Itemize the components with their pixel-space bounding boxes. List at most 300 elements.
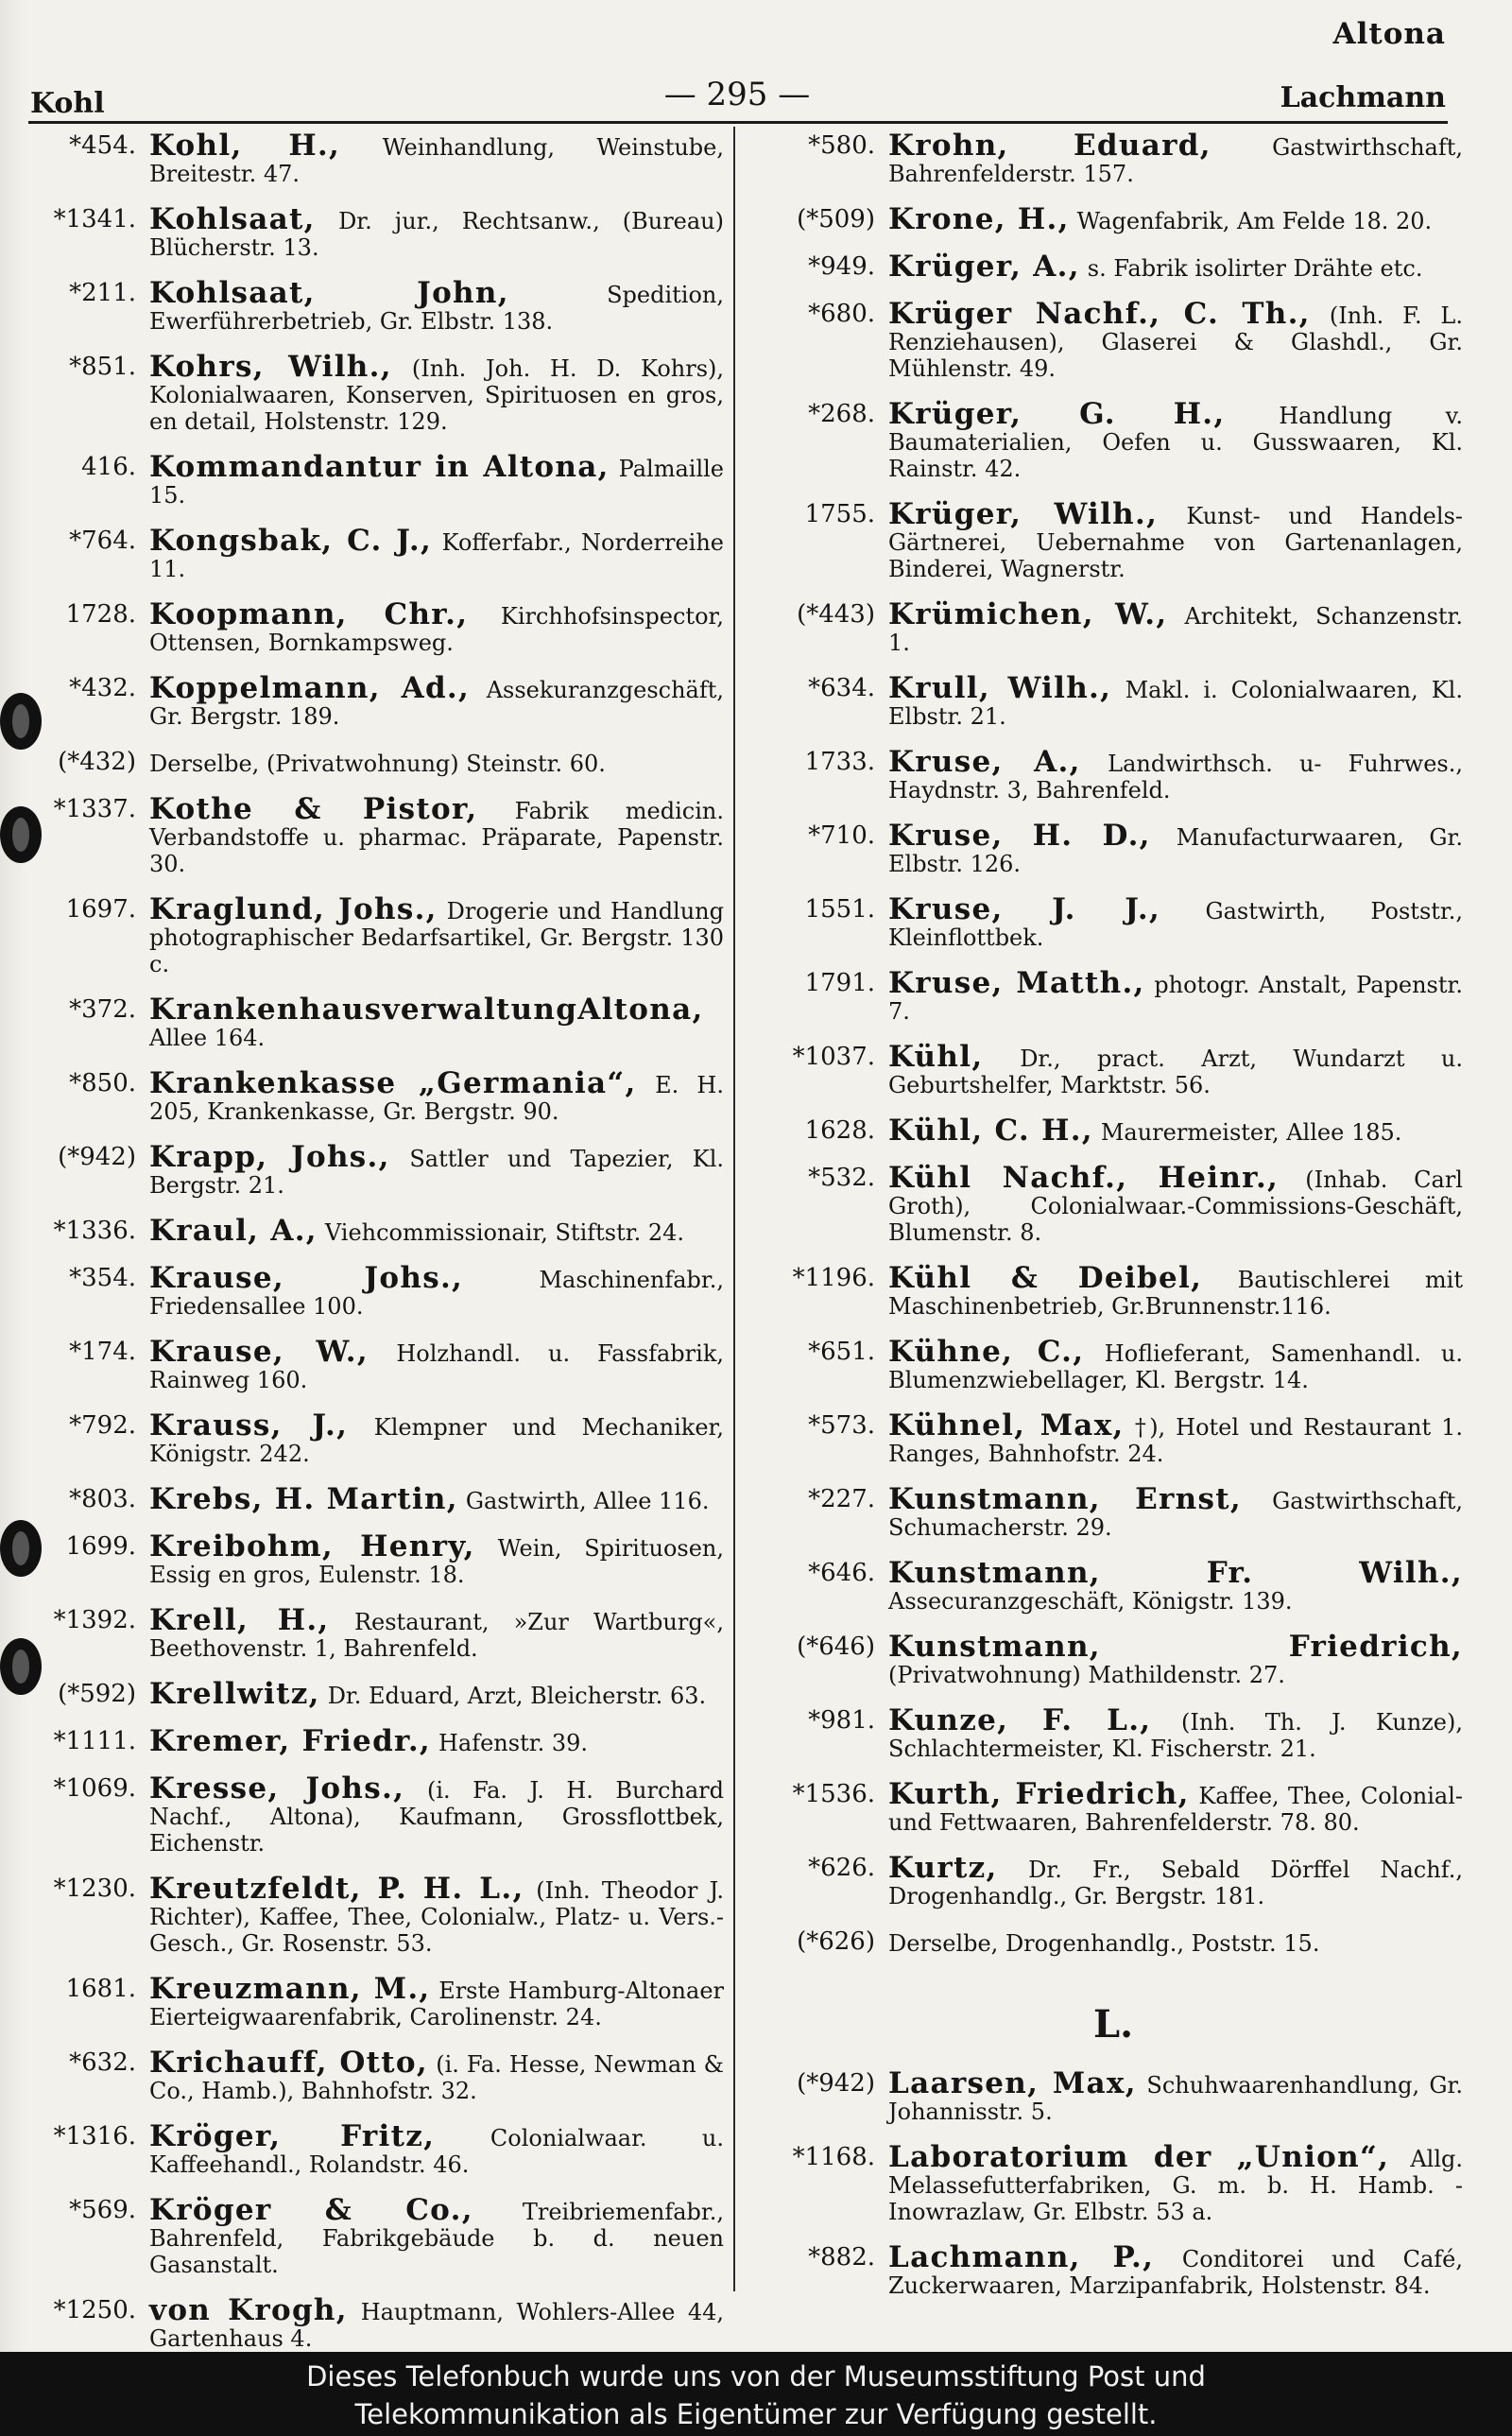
directory-entry — [25, 671, 725, 730]
entry-text — [149, 1724, 724, 1758]
directory-entry — [25, 2119, 724, 2178]
directory-entry — [25, 2046, 725, 2104]
directory-entry — [764, 2140, 1463, 2225]
footer-line-1: Dieses Telefonbuch wurde uns von der Museumsstiftung Post und — [306, 2360, 1206, 2393]
subscriber-details: Palmaille 15. — [149, 456, 725, 509]
phone-number: *1250. — [53, 2296, 136, 2324]
subscriber-details: Restaurant, »Zur Wartburg«, Beethovenstr. 1, Bahrenfeld. — [149, 1609, 724, 1662]
phone-number: (*942) — [58, 1143, 136, 1171]
entry-text — [149, 597, 724, 656]
subscriber-details: Wagenfabrik, Am Felde 18. 20. — [1076, 208, 1433, 234]
phone-number: 1755. — [804, 500, 875, 528]
entry-text — [149, 2193, 725, 2278]
directory-entry — [764, 129, 1464, 187]
subscriber-name: Kühnel, Max, — [888, 1408, 1125, 1443]
directory-entry — [25, 276, 725, 335]
directory-entry — [25, 450, 725, 509]
subscriber-details: E. H. 205, Krankenkasse, Gr. Bergstr. 90. — [149, 1072, 724, 1125]
running-head-right: Lachmann — [1280, 81, 1446, 114]
subscriber-details: Kunst- und Handels-Gärtnerei, Uebernahme von Gartenanlagen, Binderei, Wagnerstr. — [888, 503, 1463, 582]
subscriber-details: Dr. Fr., Sebald Dörffel Nachf., Drogenhandlg., Gr. Bergstr. 181. — [888, 1857, 1463, 1909]
phone-number: *710. — [808, 821, 875, 850]
right-column-l-entries — [764, 2066, 1464, 2299]
subscriber-name: Kraglund, Johs., — [149, 892, 438, 926]
directory-entry — [25, 1972, 724, 2030]
subscriber-details: Dr. jur., Rechtsanw., (Bureau) Blücherstr. 13. — [149, 208, 724, 261]
subscriber-name: Kröger, Fritz, — [149, 2119, 436, 2153]
subscriber-name: Kohl, H., — [149, 129, 341, 163]
phone-number: *634. — [808, 674, 875, 702]
subscriber-details: Spedition, Ewerführerbetrieb, Gr. Elbstr. 138. — [149, 282, 725, 335]
running-head-left: Kohl — [30, 87, 105, 120]
subscriber-name: Krankenkasse „Germania“, — [149, 1066, 637, 1100]
phone-number: (*443) — [797, 600, 875, 629]
subscriber-details: Assekuranzgeschäft, Gr. Bergstr. 189. — [149, 677, 725, 730]
entry-text — [149, 1771, 724, 1857]
subscriber-name: Kothe & Pistor, — [149, 792, 478, 826]
subscriber-details: (Inh. F. L. Renziehausen), Glaserei & Glashdl., Gr. Mühlenstr. 49. — [888, 302, 1463, 382]
subscriber-details: Drogerie und Handlung photographischer Bedarfsartikel, Gr. Bergstr. 130 c. — [149, 898, 725, 977]
subscriber-details: (i. Fa. J. H. Burchard Nachf., Altona), Kaufmann, Grossflottbek, Eichenstr. — [149, 1777, 724, 1857]
entry-text — [888, 1161, 1463, 1246]
subscriber-details: Hafenstr. 39. — [438, 1730, 588, 1756]
phone-number: *1316. — [53, 2122, 136, 2151]
subscriber-name: Kreutzfeldt, P. H. L., — [149, 1872, 524, 1906]
section-letter: L. — [1092, 2002, 1134, 2047]
directory-entry — [25, 350, 725, 435]
directory-entry — [764, 1040, 1463, 1098]
subscriber-details: (Inhab. Carl Groth), Colonialwaar.-Commissions-Geschäft, Blumenstr. 8. — [888, 1166, 1463, 1246]
directory-entry — [764, 1335, 1463, 1393]
directory-entry — [764, 1851, 1463, 1909]
subscriber-details: Architekt, Schanzenstr. 1. — [888, 603, 1463, 656]
subscriber-name: Kohrs, Wilh., — [149, 350, 392, 384]
entry-text — [888, 1040, 1463, 1098]
entry-text — [149, 1261, 724, 1320]
entry-text — [888, 1928, 1463, 1957]
entry-text — [888, 671, 1463, 730]
directory-entry — [25, 1724, 724, 1758]
subscriber-details: Assecuranzgeschäft, Königstr. 139. — [888, 1588, 1293, 1615]
subscriber-details: Maurermeister, Allee 185. — [1100, 1119, 1402, 1146]
directory-entry — [25, 2293, 724, 2352]
subscriber-details: (Inh. Joh. H. D. Kohrs), Kolonialwaaren, Konserven, Spirituosen en gros, en detail, Holstenstr. 129. — [149, 355, 725, 435]
phone-number: *792. — [69, 1411, 136, 1440]
place-heading: Altona — [1332, 17, 1446, 51]
subscriber-details: (Inh. Theodor J. Richter), Kaffee, Thee, Colonialw., Platz- u. Vers.-Gesch., Gr. Rosenstr. 53. — [149, 1877, 725, 1957]
subscriber-name: Kremer, Friedr., — [149, 1724, 432, 1758]
subscriber-name: Krause, W., — [149, 1335, 369, 1369]
subscriber-name: Kreibohm, Henry, — [149, 1529, 475, 1564]
entry-text — [149, 892, 725, 977]
subscriber-details: Hauptmann, Wohlers-Allee 44, Gartenhaus 4. — [149, 2299, 724, 2352]
subscriber-name: Kommandantur in Altona, — [149, 450, 610, 484]
subscriber-name: Koppelmann, Ad., — [149, 671, 471, 705]
subscriber-name: Kunstmann, Fr. Wilh., — [888, 1556, 1463, 1590]
entry-text — [888, 129, 1464, 187]
entry-text — [888, 1408, 1463, 1467]
entry-text — [888, 397, 1464, 482]
phone-number: *850. — [69, 1069, 136, 1097]
subscriber-name: Koopmann, Chr., — [149, 597, 469, 631]
entry-text — [149, 671, 725, 730]
subscriber-name: Kühl Nachf., Heinr., — [888, 1161, 1280, 1195]
phone-number: 1681. — [65, 1975, 136, 2003]
subscriber-details: Schuhwaarenhandlung, Gr. Johannisstr. 5. — [888, 2072, 1463, 2125]
directory-entry — [25, 892, 725, 977]
phone-number: (*626) — [797, 1927, 875, 1956]
entry-text — [888, 892, 1464, 951]
subscriber-details: Erste Hamburg-Altonaer Eierteigwaarenfabrik, Carolinenstr. 24. — [149, 1978, 724, 2030]
subscriber-name: Kühl, C. H., — [888, 1114, 1093, 1148]
subscriber-details: Dr. Eduard, Arzt, Bleicherstr. 63. — [327, 1683, 707, 1709]
subscriber-details: Handlung v. Baumaterialien, Oefen u. Gusswaaren, Kl. Rainstr. 42. — [888, 403, 1464, 482]
phone-number: *227. — [808, 1485, 875, 1513]
directory-entry — [25, 749, 724, 777]
column-divider — [733, 127, 735, 2291]
subscriber-details: (Privatwohnung) Mathildenstr. 27. — [888, 1662, 1285, 1688]
directory-entry — [764, 892, 1464, 951]
phone-number: *949. — [808, 252, 875, 281]
subscriber-name: Kohlsaat, John, — [149, 276, 509, 310]
subscriber-name: Kruse, Matth., — [888, 966, 1145, 1000]
subscriber-details: Landwirthsch. u- Fuhrwes., Haydnstr. 3, Bahrenfeld. — [888, 751, 1463, 803]
directory-entry — [764, 1777, 1463, 1836]
phone-number: *1536. — [792, 1780, 875, 1808]
phone-number: 1699. — [65, 1532, 136, 1561]
entry-text — [149, 1872, 725, 1957]
subscriber-name: Krapp, Johs., — [149, 1140, 390, 1174]
phone-number: 1733. — [804, 748, 875, 776]
phone-number: *532. — [808, 1164, 875, 1192]
phone-number: *1392. — [53, 1606, 136, 1634]
subscriber-details: Derselbe, Drogenhandlg., Poststr. 15. — [888, 1930, 1320, 1957]
phone-number: *454. — [69, 131, 136, 160]
entry-text — [149, 450, 725, 509]
entry-text — [149, 202, 724, 261]
entry-text — [149, 1529, 724, 1588]
entry-text — [149, 2046, 725, 2104]
subscriber-details: Maschinenfabr., Friedensallee 100. — [149, 1267, 724, 1320]
subscriber-name: Kurtz, — [888, 1851, 998, 1885]
subscriber-name: Krüger, Wilh., — [888, 497, 1159, 531]
entry-text — [888, 1851, 1463, 1909]
entry-text — [149, 1603, 724, 1662]
entry-text — [888, 202, 1463, 236]
subscriber-name: Kruse, H. D., — [888, 819, 1151, 853]
subscriber-name: Krone, H., — [888, 202, 1070, 236]
subscriber-details: Makl. i. Colonialwaaren, Kl. Elbstr. 21. — [888, 677, 1463, 730]
phone-number: 1697. — [65, 895, 136, 924]
phone-number: *803. — [69, 1485, 136, 1513]
subscriber-details: Allg. Melassefutterfabriken, G. m. b. H. Hamb. - Inowrazlaw, Gr. Elbstr. 53 a. — [888, 2146, 1463, 2225]
entry-text — [888, 250, 1463, 284]
phone-number: *1196. — [792, 1264, 875, 1292]
entry-text — [888, 2140, 1463, 2225]
subscriber-name: Kreuzmann, M., — [149, 1972, 431, 2006]
subscriber-name: Krell, H., — [149, 1603, 330, 1637]
phone-number: (*592) — [58, 1680, 136, 1708]
entry-text — [149, 1214, 724, 1248]
phone-number: *1230. — [53, 1875, 136, 1903]
subscriber-details: Manufacturwaaren, Gr. Elbstr. 126. — [888, 824, 1463, 877]
subscriber-details: Dr., pract. Arzt, Wundarzt u. Geburtshelfer, Marktstr. 56. — [888, 1045, 1463, 1098]
directory-entry — [25, 1261, 724, 1320]
subscriber-details: Holzhandl. u. Fassfabrik, Rainweg 160. — [149, 1340, 724, 1393]
directory-entry — [25, 1482, 724, 1516]
subscriber-details: (Inh. Th. J. Kunze), Schlachtermeister, Kl. Fischerstr. 21. — [888, 1709, 1463, 1762]
phone-number: 1791. — [804, 969, 875, 997]
phone-number: *651. — [808, 1338, 875, 1366]
subscriber-name: Krüger, G. H., — [888, 397, 1226, 431]
subscriber-name: Krebs, H. Martin, — [149, 1482, 458, 1516]
phone-number: *626. — [808, 1854, 875, 1882]
subscriber-name: Krichauff, Otto, — [149, 2046, 428, 2080]
subscriber-details: Bautischlerei mit Maschinenbetrieb, Gr.Brunnenstr.116. — [888, 1267, 1463, 1320]
directory-entry — [764, 1114, 1463, 1148]
entry-text — [888, 1261, 1463, 1320]
directory-entry — [25, 1140, 724, 1199]
subscriber-details: Fabrik medicin. Verbandstoffe u. pharmac. Präparate, Papenstr. 30. — [149, 798, 725, 877]
phone-number: *432. — [69, 674, 136, 702]
directory-entry — [25, 1603, 724, 1662]
phone-number: 1551. — [804, 895, 875, 924]
subscriber-name: Kohlsaat, — [149, 202, 316, 236]
directory-entry — [25, 129, 724, 187]
directory-entry — [25, 1677, 724, 1711]
right-column — [764, 129, 1464, 2318]
subscriber-name: Kresse, Johs., — [149, 1771, 405, 1805]
directory-entry — [25, 597, 724, 656]
entry-text — [149, 1335, 724, 1393]
subscriber-name: Krauss, J., — [149, 1408, 349, 1443]
phone-number: *1069. — [53, 1774, 136, 1803]
subscriber-details: Gastwirth, Allee 116. — [465, 1488, 710, 1514]
subscriber-name: Krull, Wilh., — [888, 671, 1112, 705]
phone-number: (*509) — [797, 205, 875, 233]
entry-text — [149, 1140, 724, 1199]
subscriber-name: von Krogh, — [149, 2293, 348, 2327]
phone-number: *1168. — [792, 2143, 875, 2171]
entry-text — [149, 1482, 724, 1516]
directory-entry — [764, 1928, 1463, 1957]
phone-number: (*942) — [797, 2069, 875, 2098]
phone-number: *268. — [808, 400, 875, 428]
directory-entry — [25, 1408, 724, 1467]
phone-number: *981. — [808, 1706, 875, 1735]
left-column — [25, 129, 725, 2371]
directory-entry — [764, 2240, 1464, 2299]
entry-text — [149, 1972, 724, 2030]
phone-number: 1728. — [65, 600, 136, 629]
subscriber-name: Krellwitz, — [149, 1677, 320, 1711]
directory-entry — [764, 966, 1463, 1025]
entry-text — [149, 1066, 724, 1125]
entry-text — [888, 1335, 1463, 1393]
entry-text — [888, 297, 1463, 382]
subscriber-name: Krause, Johs., — [149, 1261, 464, 1295]
directory-entry — [764, 397, 1464, 482]
phone-number: *580. — [808, 131, 875, 160]
subscriber-name: Laboratorium der „Union“, — [888, 2140, 1390, 2174]
footer-notice — [0, 2352, 1512, 2436]
directory-entry — [764, 671, 1463, 730]
entry-text — [149, 993, 724, 1051]
entry-text — [888, 966, 1463, 1025]
directory-entry — [764, 497, 1463, 582]
directory-entry — [764, 1703, 1463, 1762]
entry-text — [149, 792, 725, 877]
subscriber-details: Treibriemenfabr., Bahrenfeld, Fabrikgebäude b. d. neuen Gasanstalt. — [149, 2199, 725, 2278]
phone-number: *569. — [69, 2196, 136, 2224]
directory-entry — [764, 1482, 1464, 1541]
subscriber-name: Krüger Nachf., C. Th., — [888, 297, 1311, 331]
directory-entry — [25, 2193, 725, 2278]
directory-entry — [764, 745, 1463, 803]
phone-number: *680. — [808, 300, 875, 328]
entry-text — [149, 276, 725, 335]
directory-entry — [25, 1771, 724, 1857]
directory-entry — [25, 792, 725, 877]
subscriber-name: Krümichen, W., — [888, 597, 1168, 631]
subscriber-details: †), Hotel und Restaurant 1. Ranges, Bahnhofstr. 24. — [888, 1414, 1463, 1467]
subscriber-name: Kruse, A., — [888, 745, 1081, 779]
subscriber-name: Kruse, J. J., — [888, 892, 1161, 926]
directory-entry — [764, 202, 1463, 236]
subscriber-details: (i. Fa. Hesse, Newman & Co., Hamb.), Bahnhofstr. 32. — [149, 2051, 725, 2104]
phone-number: *211. — [69, 279, 136, 307]
subscriber-name: Krüger, A., — [888, 250, 1080, 284]
subscriber-details: photogr. Anstalt, Papenstr. 7. — [888, 972, 1463, 1025]
entry-text — [888, 745, 1463, 803]
subscriber-name: Kraul, A., — [149, 1214, 318, 1248]
subscriber-name: Kühne, C., — [888, 1335, 1085, 1369]
subscriber-details: Hoflieferant, Samenhandl. u. Blumenzwiebellager, Kl. Bergstr. 14. — [888, 1340, 1463, 1393]
subscriber-details: Derselbe, (Privatwohnung) Steinstr. 60. — [149, 751, 606, 777]
phone-number: *1336. — [53, 1217, 136, 1245]
subscriber-name: Laarsen, Max, — [888, 2066, 1137, 2100]
subscriber-details: Gastwirthschaft, Bahrenfelderstr. 157. — [888, 134, 1464, 187]
entry-text — [149, 2293, 724, 2352]
phone-number: *882. — [808, 2243, 875, 2272]
subscriber-name: Kongsbak, C. J., — [149, 524, 433, 558]
phone-number: (*432) — [58, 748, 136, 776]
subscriber-name: Kröger & Co., — [149, 2193, 473, 2227]
directory-entry — [764, 1556, 1463, 1615]
entry-text — [888, 1556, 1463, 1615]
subscriber-name: Kurth, Friedrich, — [888, 1777, 1190, 1811]
entry-text — [888, 819, 1463, 877]
phone-number: *851. — [69, 353, 136, 381]
directory-entry — [764, 1408, 1463, 1467]
subscriber-details: Gastwirthschaft, Schumacherstr. 29. — [888, 1488, 1464, 1541]
entry-text — [149, 2119, 724, 2178]
directory-entry — [764, 819, 1463, 877]
phone-number: *632. — [69, 2048, 136, 2077]
directory-entry — [25, 993, 724, 1051]
entry-text — [888, 1114, 1463, 1148]
subscriber-name: KrankenhausverwaltungAltona, — [149, 993, 704, 1027]
phone-number: *764. — [69, 527, 136, 555]
entry-text — [149, 749, 724, 777]
subscriber-details: Kirchhofsinspector, Ottensen, Bornkampsweg. — [149, 603, 724, 656]
entry-text — [888, 1630, 1463, 1688]
directory-entry — [25, 1335, 724, 1393]
subscriber-name: Kühl, — [888, 1040, 984, 1074]
subscriber-details: Viehcommissionair, Stiftstr. 24. — [324, 1219, 684, 1246]
entry-text — [149, 1408, 724, 1467]
phone-number: 1628. — [804, 1116, 875, 1145]
subscriber-details: Kaffee, Thee, Colonial- und Fettwaaren, Bahrenfelderstr. 78. 80. — [888, 1783, 1463, 1836]
subscriber-details: Klempner und Mechaniker, Königstr. 242. — [149, 1414, 724, 1467]
directory-entry — [764, 250, 1463, 284]
directory-entry — [764, 1630, 1463, 1688]
right-column-k-entries — [764, 129, 1464, 1957]
directory-entry — [25, 1872, 725, 1957]
subscriber-details: Gastwirth, Poststr., Kleinflottbek. — [888, 898, 1464, 951]
entry-text — [149, 129, 724, 187]
directory-entry — [764, 1261, 1463, 1320]
directory-entry — [25, 1214, 724, 1248]
footer-line-2: Telekommunikation als Eigentümer zur Verfügung gestellt. — [354, 2398, 1158, 2430]
entry-text — [888, 1482, 1464, 1541]
subscriber-details: Colonialwaar. u. Kaffeehandl., Rolandstr. 46. — [149, 2125, 724, 2178]
directory-entry — [25, 1066, 724, 1125]
entry-text — [888, 1703, 1463, 1762]
entry-text — [888, 2066, 1463, 2125]
phone-number: *646. — [808, 1559, 875, 1587]
subscriber-details: Wein, Spirituosen, Essig en gros, Eulenstr. 18. — [149, 1535, 724, 1588]
directory-entry — [25, 524, 724, 582]
subscriber-details: Kofferfabr., Norderreihe 11. — [149, 529, 724, 582]
phone-number: *1341. — [53, 205, 136, 233]
entry-text — [888, 597, 1463, 656]
phone-number: *573. — [808, 1411, 875, 1440]
phone-number: (*646) — [797, 1633, 875, 1661]
page-number: — 295 — — [663, 76, 811, 113]
subscriber-details: Sattler und Tapezier, Kl. Bergstr. 21. — [149, 1146, 724, 1199]
directory-entry — [25, 202, 724, 261]
phone-number: *1111. — [53, 1727, 136, 1755]
phone-number: 416. — [81, 453, 136, 481]
phone-number: *174. — [69, 1338, 136, 1366]
subscriber-details: Allee 164. — [149, 1025, 266, 1051]
subscriber-name: Kühl & Deibel, — [888, 1261, 1203, 1295]
phone-number: *1337. — [53, 795, 136, 823]
entry-text — [888, 1777, 1463, 1836]
phone-number: *1037. — [792, 1043, 875, 1071]
subscriber-name: Krohn, Eduard, — [888, 129, 1211, 163]
subscriber-name: Kunstmann, Ernst, — [888, 1482, 1242, 1516]
entry-text — [888, 2240, 1464, 2299]
subscriber-details: Weinhandlung, Weinstube, Breitestr. 47. — [149, 134, 724, 187]
subscriber-name: Lachmann, P., — [888, 2240, 1155, 2274]
directory-entry — [764, 297, 1463, 382]
entry-text — [149, 350, 725, 435]
subscriber-details: s. Fabrik isolirter Drähte etc. — [1087, 255, 1423, 282]
phone-number: *372. — [69, 995, 136, 1024]
subscriber-details: Conditorei und Café, Zuckerwaaren, Marzipanfabrik, Holstenstr. 84. — [888, 2246, 1464, 2299]
entry-text — [888, 497, 1463, 582]
subscriber-name: Kunze, F. L., — [888, 1703, 1152, 1737]
directory-entry — [764, 597, 1463, 656]
phone-number: *354. — [69, 1264, 136, 1292]
entry-text — [149, 1677, 724, 1711]
entry-text — [149, 524, 724, 582]
subscriber-name: Kunstmann, Friedrich, — [888, 1630, 1463, 1664]
directory-entry — [764, 2066, 1463, 2125]
directory-entry — [25, 1529, 724, 1588]
